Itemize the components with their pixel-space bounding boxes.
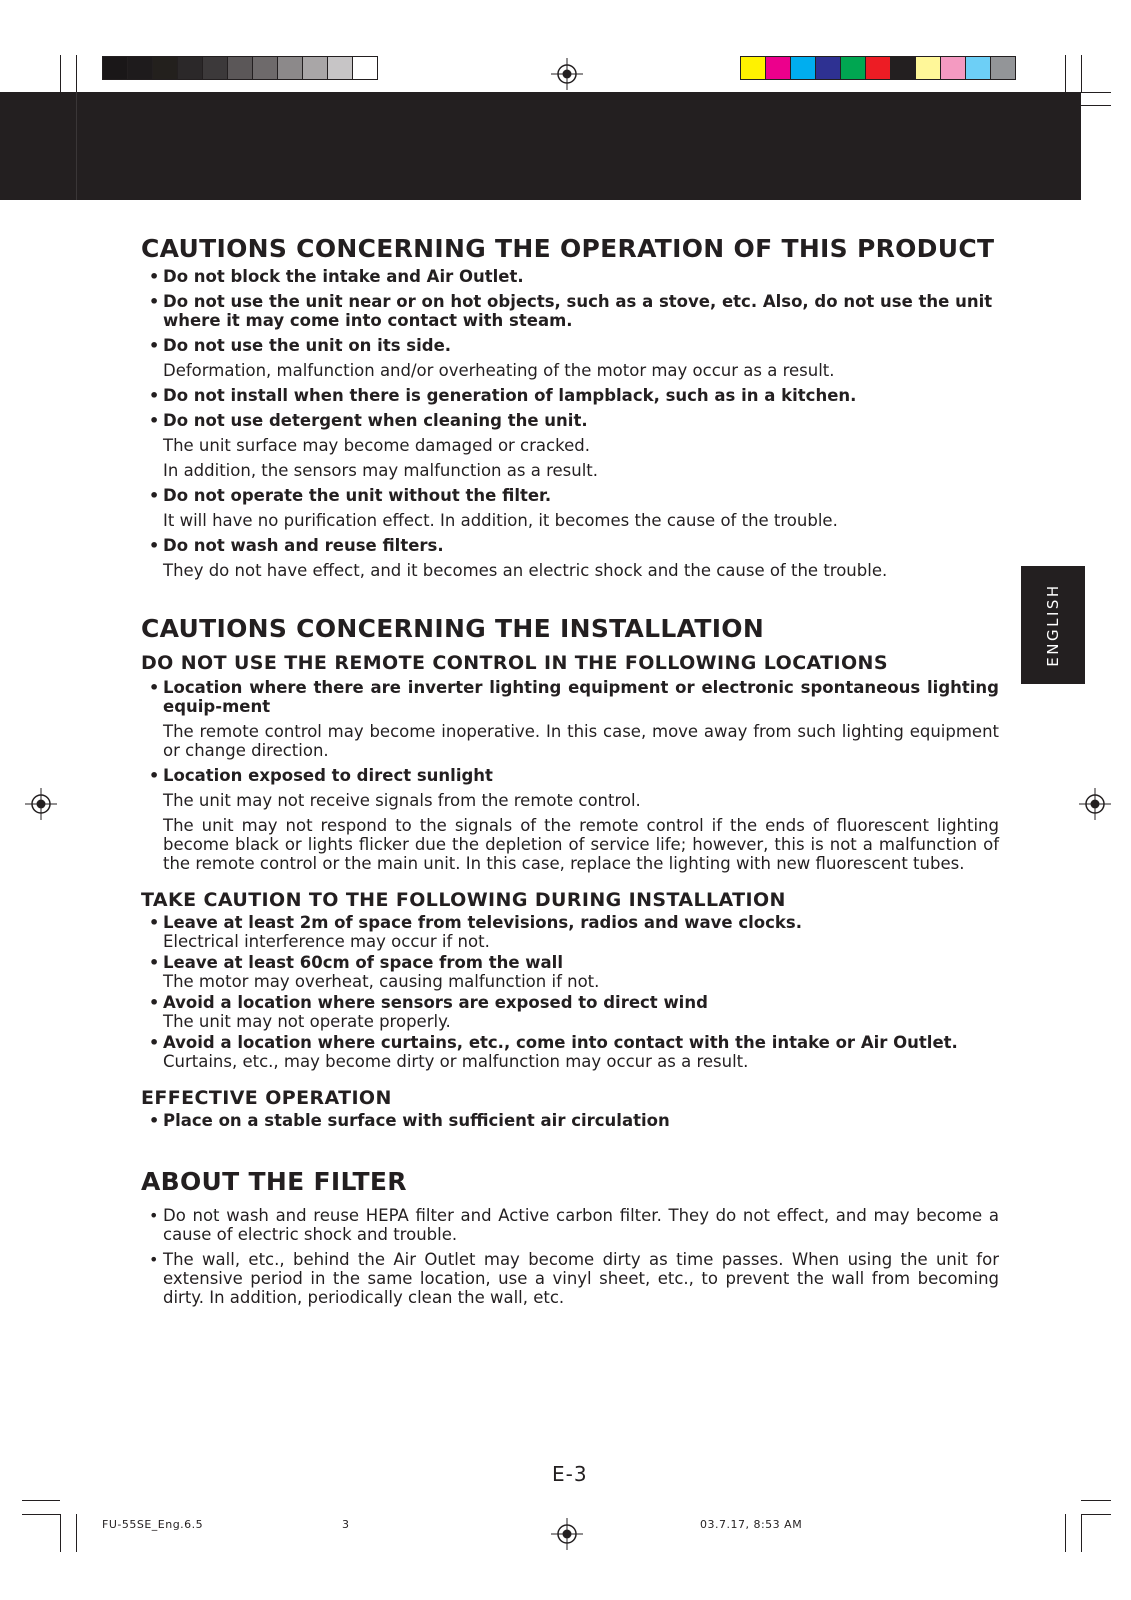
color-swatch (178, 57, 203, 79)
list-item-note: They do not have effect, and it becomes an electric shock and the cause of the trouble. (163, 561, 888, 580)
operation-list (141, 267, 999, 580)
list-item (141, 1206, 999, 1244)
list-item (141, 678, 999, 760)
section-title-operation: CAUTIONS CONCERNING THE OPERATION OF THIS PRODUCT (141, 234, 995, 263)
list-item (141, 1111, 999, 1130)
crop-mark (76, 1514, 77, 1552)
list-item (141, 267, 999, 286)
crop-mark (76, 55, 77, 93)
list-item-note: The unit surface may become damaged or cracked. (163, 436, 590, 455)
list-item-note: In addition, the sensors may malfunction as a result. (163, 461, 598, 480)
page-number: E-3 (552, 1462, 588, 1486)
list-item-bold: • Leave at least 2m of space from televisions, radios and wave clocks. (163, 913, 802, 932)
language-tab (1021, 566, 1085, 684)
list-item-note: It will have no purification effect. In addition, it becomes the cause of the trouble. (163, 511, 838, 530)
list-item-bold: • Avoid a location where sensors are exposed to direct wind (163, 993, 708, 1012)
color-swatch (278, 57, 303, 79)
list-item-bold: • Location where there are inverter lighting equipment or electronic spontaneous lighting equip-ment (163, 678, 999, 716)
list-item-bold: • Do not use the unit near or on hot objects, such as a stove, etc. Also, do not use the unit where it may come into contact with steam. (163, 292, 993, 330)
list-item-bold: • Do not use the unit on its side. (163, 336, 452, 355)
color-swatch (153, 57, 178, 79)
list-item-note: The unit may not operate properly. (163, 1012, 451, 1031)
list-item (141, 953, 999, 991)
list-item (141, 766, 999, 873)
footer-page: 3 (342, 1518, 350, 1531)
section-title-installation: CAUTIONS CONCERNING THE INSTALLATION (141, 614, 765, 643)
color-swatch (791, 57, 816, 79)
color-swatch (966, 57, 991, 79)
color-swatch (353, 57, 377, 79)
list-item (141, 993, 999, 1031)
crop-mark (1081, 105, 1111, 106)
registration-mark-icon (551, 1518, 583, 1550)
list-item-bold: • Do not block the intake and Air Outlet. (163, 267, 524, 286)
footer-timestamp: 03.7.17, 8:53 AM (700, 1518, 803, 1531)
list-item (141, 536, 999, 580)
color-swatch (128, 57, 153, 79)
color-swatch (228, 57, 253, 79)
grayscale-color-bar (102, 56, 378, 80)
filter-list (141, 1206, 999, 1307)
color-swatch (866, 57, 891, 79)
list-item-note: The remote control may become inoperative. In this case, move away from such lighting equipment or change direction. (163, 722, 999, 760)
subsection-title-remote: DO NOT USE THE REMOTE CONTROL IN THE FOLLOWING LOCATIONS (141, 652, 888, 674)
color-swatch (103, 57, 128, 79)
color-swatch (841, 57, 866, 79)
list-item-bold: • Do not wash and reuse filters. (163, 536, 444, 555)
list-item (141, 411, 999, 480)
color-swatch (253, 57, 278, 79)
crop-mark (1081, 92, 1111, 93)
list-item-note: Deformation, malfunction and/or overheating of the motor may occur as a result. (163, 361, 835, 380)
color-swatch (766, 57, 791, 79)
color-swatch (328, 57, 353, 79)
list-item-bold: • Do not install when there is generation of lampblack, such as in a kitchen. (163, 386, 857, 405)
header-divider (76, 92, 77, 200)
list-item (141, 386, 999, 405)
crop-mark (22, 1500, 60, 1501)
crop-mark (1065, 55, 1066, 93)
list-item-note: The motor may overheat, causing malfunction if not. (163, 972, 600, 991)
crop-mark (1065, 1514, 1066, 1552)
language-tab-label: ENGLISH (1044, 583, 1062, 667)
crop-mark (60, 55, 61, 93)
crop-mark (1081, 1514, 1082, 1552)
crop-mark (1081, 1514, 1111, 1515)
crop-mark (1081, 1500, 1111, 1501)
subsection-title-effective: EFFECTIVE OPERATION (141, 1087, 392, 1109)
section-title-filter: ABOUT THE FILTER (141, 1167, 407, 1196)
crop-mark (1081, 55, 1082, 93)
list-item (141, 336, 999, 380)
color-swatch (891, 57, 916, 79)
list-item (141, 1250, 999, 1307)
subsection-title-during-installation: TAKE CAUTION TO THE FOLLOWING DURING INSTALLATION (141, 889, 786, 911)
registration-mark-icon (551, 58, 583, 90)
list-item (141, 486, 999, 530)
list-item (141, 913, 999, 951)
color-swatch (203, 57, 228, 79)
installation-list (141, 913, 999, 1071)
list-item-note: Electrical interference may occur if not. (163, 932, 490, 951)
color-swatch (303, 57, 328, 79)
crop-mark (60, 1514, 61, 1552)
list-item-bold: • Place on a stable surface with sufficient air circulation (163, 1111, 670, 1130)
list-item-note: Curtains, etc., may become dirty or malfunction may occur as a result. (163, 1052, 749, 1071)
list-item-text: • Do not wash and reuse HEPA filter and Active carbon filter. They do not effect, and may become a cause of electric shock and trouble. (163, 1206, 999, 1244)
crop-mark (22, 1514, 60, 1515)
color-swatch (741, 57, 766, 79)
list-item-bold: • Do not use detergent when cleaning the unit. (163, 411, 588, 430)
cmyk-color-bar (740, 56, 1016, 80)
list-item-bold: • Leave at least 60cm of space from the wall (163, 953, 563, 972)
main-content (141, 233, 999, 1307)
list-item-text: • The wall, etc., behind the Air Outlet may become dirty as time passes. When using the unit for extensive period in the same location, use a vinyl sheet, etc., to prevent the wall from becoming dirty. In addition, periodically clean the wall, etc. (163, 1250, 999, 1307)
footer-file-name: FU-55SE_Eng.6.5 (102, 1518, 204, 1531)
registration-mark-icon (25, 788, 57, 820)
header-band (0, 92, 1081, 200)
list-item-bold: • Avoid a location where curtains, etc., come into contact with the intake or Air Outlet. (163, 1033, 958, 1052)
remote-list (141, 678, 999, 873)
color-swatch (941, 57, 966, 79)
registration-mark-icon (1079, 788, 1111, 820)
list-item-note: The unit may not respond to the signals of the remote control if the ends of fluorescent lighting become black or lights flicker due the depletion of service life; however, this is not a malfunction of the remote control or the main unit. In this case, replace the lighting with new fluorescent tubes. (163, 816, 999, 873)
list-item-bold: • Do not operate the unit without the filter. (163, 486, 552, 505)
list-item (141, 292, 999, 330)
color-swatch (816, 57, 841, 79)
effective-list (141, 1111, 999, 1130)
color-swatch (991, 57, 1015, 79)
color-swatch (916, 57, 941, 79)
list-item (141, 1033, 999, 1071)
list-item-note: The unit may not receive signals from the remote control. (163, 791, 641, 810)
list-item-bold: • Location exposed to direct sunlight (163, 766, 493, 785)
